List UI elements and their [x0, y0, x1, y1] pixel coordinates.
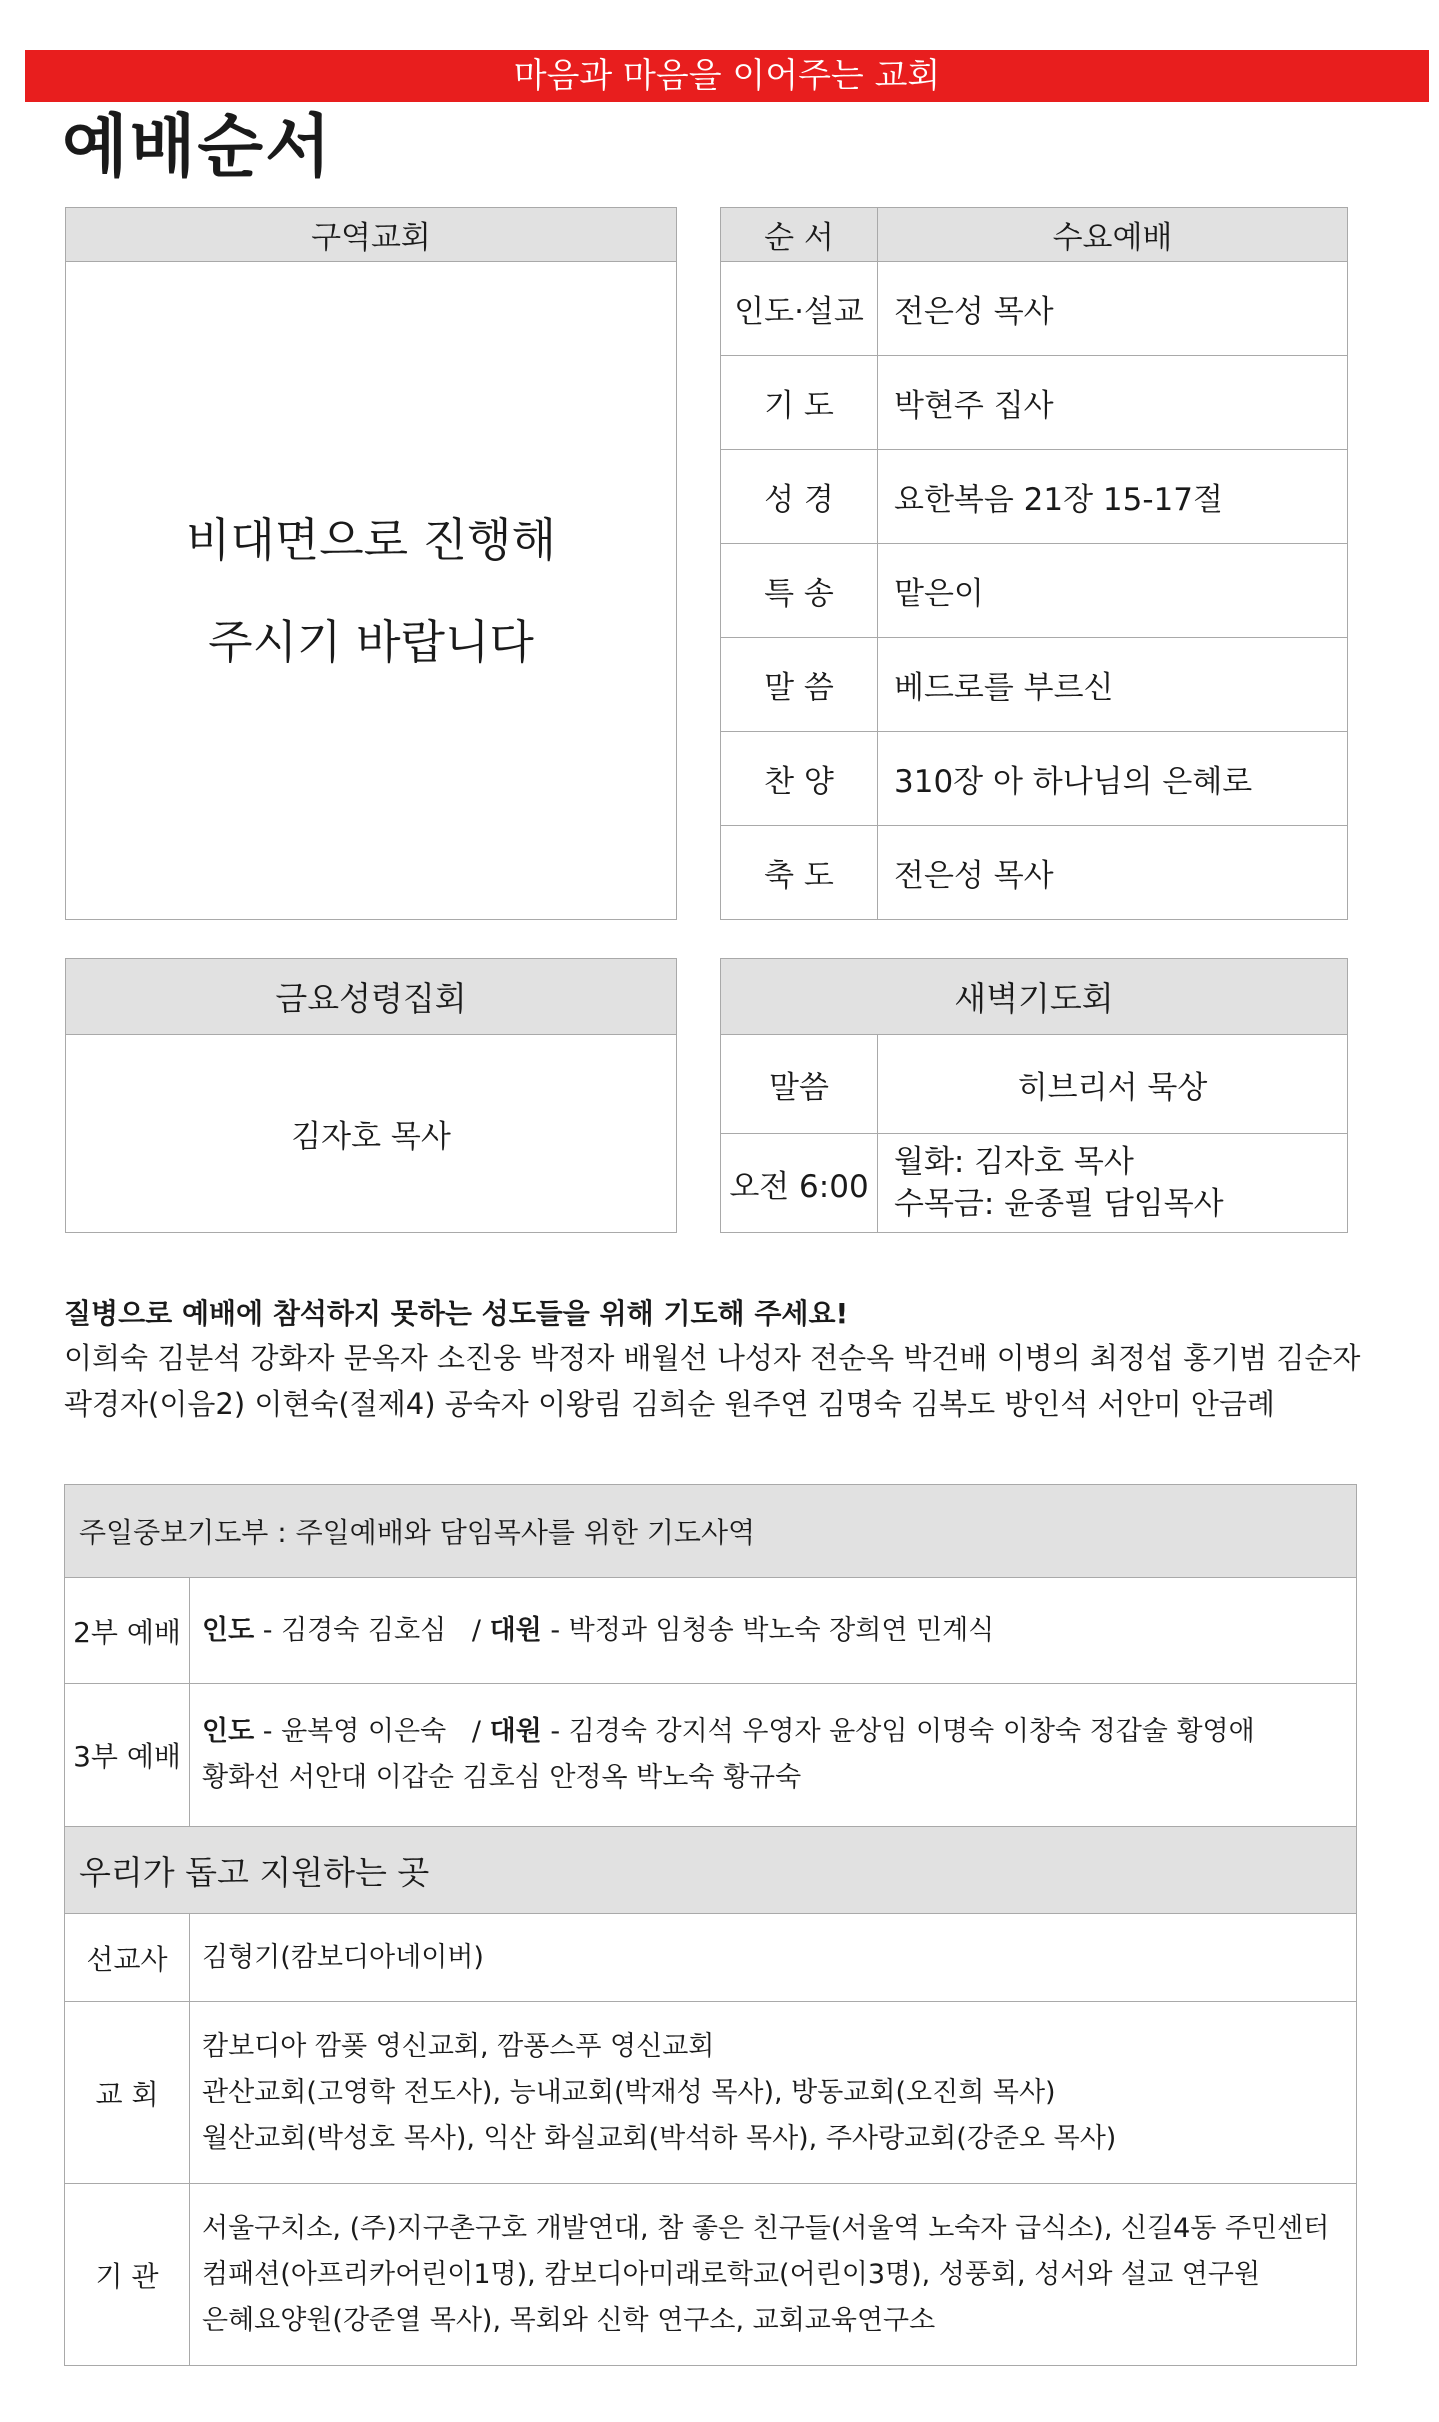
- table-row: [721, 638, 1348, 732]
- row-value: 맡은이: [878, 544, 1348, 638]
- church-list: [190, 2002, 1357, 2184]
- row-value: 인도 - 윤복영 이은숙 / 대원 - 김경숙 강지석 우영자 윤상임 이명숙 이창숙 정갑술 황영애 황화선 서안대 이갑순 김호심 안정옥 박노숙 황규숙: [190, 1684, 1357, 1827]
- team-key: 대원: [489, 1716, 542, 1747]
- row-label: 찬 양: [721, 732, 878, 826]
- table-row: [721, 262, 1348, 356]
- table-row: [721, 356, 1348, 450]
- district-church-body: [66, 262, 677, 920]
- church-label: 교 회: [65, 2002, 190, 2184]
- church-line: 월산교회(박성호 목사), 익산 화실교회(박석하 목사), 주사랑교회(강준오 목사): [202, 2122, 1117, 2154]
- organization-list: [190, 2184, 1357, 2366]
- team-key: 대원: [489, 1614, 542, 1646]
- church-line: 관산교회(고영학 전도사), 능내교회(박재성 목사), 방동교회(오진희 목사): [202, 2076, 1056, 2108]
- row-label: 축 도: [721, 826, 878, 920]
- row-value: 인도 - 김경숙 김호심 / 대원 - 박정과 임청송 박노숙 장희연 민계식: [190, 1578, 1357, 1684]
- dawn-leaders: [878, 1134, 1348, 1233]
- table-row: [65, 1684, 1357, 1827]
- friday-meeting-table: [65, 958, 677, 1233]
- table-row: [721, 544, 1348, 638]
- order-column-header: 순 서: [721, 208, 878, 262]
- team-value: - 김경숙 강지석 우영자 윤상임 이명숙 이창숙 정갑술 황영애: [541, 1716, 1255, 1747]
- friday-meeting-leader: 김자호 목사: [66, 1035, 677, 1233]
- lead-key: 인도: [202, 1614, 255, 1646]
- organization-line: 컴패션(아프리카어린이1명), 캄보디아미래로학교(어린이3명), 성풍회, 성서와 설교 연구원: [202, 2258, 1261, 2290]
- intercession-header: 주일중보기도부 : 주일예배와 담임목사를 위한 기도사역: [65, 1485, 1357, 1578]
- dawn-leader-line1: 월화: 김자호 목사: [894, 1144, 1134, 1180]
- lead-key: 인도: [202, 1716, 255, 1747]
- dawn-prayer-table: [720, 958, 1348, 1233]
- lead-value: - 윤복영 이은숙: [254, 1716, 447, 1747]
- team-value-cont: 황화선 서안대 이갑순 김호심 안정옥 박노숙 황규숙: [202, 1762, 802, 1793]
- church-slogan-banner: 마음과 마음을 이어주는 교회: [25, 50, 1429, 102]
- prayer-names-line2: 곽경자(이음2) 이현숙(절제4) 공숙자 이왕림 김희순 원주연 김명숙 김복도 방인석 서안미 안금례: [64, 1387, 1275, 1421]
- missionary-label: 선교사: [65, 1914, 190, 2002]
- ministry-table: [64, 1484, 1357, 2366]
- row-label: 2부 예배: [65, 1578, 190, 1684]
- row-value: 요한복음 21장 15-17절: [878, 450, 1348, 544]
- organization-label: 기 관: [65, 2184, 190, 2366]
- dawn-word-label: 말씀: [721, 1035, 878, 1134]
- team-value: - 박정과 임청송 박노숙 장희연 민계식: [541, 1614, 995, 1646]
- support-header: 우리가 돕고 지원하는 곳: [65, 1827, 1357, 1914]
- district-notice-line1: 비대면으로 진행해: [185, 512, 557, 567]
- row-label: 말 씀: [721, 638, 878, 732]
- table-row: [65, 2002, 1357, 2184]
- dawn-word-value: 히브리서 묵상: [878, 1035, 1348, 1134]
- table-row: [721, 826, 1348, 920]
- dawn-time-label: 오전 6:00: [721, 1134, 878, 1233]
- church-line: 캄보디아 깜퐂 영신교회, 깜퐁스푸 영신교회: [202, 2030, 715, 2062]
- wednesday-service-table: [720, 207, 1348, 920]
- row-value: 전은성 목사: [878, 826, 1348, 920]
- prayer-names-line1: 이희숙 김분석 강화자 문옥자 소진웅 박정자 배월선 나성자 전순옥 박건배 이병의 최정섭 홍기범 김순자: [64, 1341, 1361, 1375]
- district-notice-line2: 주시기 바랍니다: [208, 614, 534, 669]
- page-title: 예배순서: [62, 108, 333, 187]
- organization-line: 서울구치소, (주)지구촌구호 개발연대, 참 좋은 친구들(서울역 노숙자 급식소), 신길4동 주민센터: [202, 2212, 1330, 2244]
- row-value: 베드로를 부르신: [878, 638, 1348, 732]
- prayer-request-names: [64, 1335, 1364, 1427]
- missionary-value: 김형기(캄보디아네이버): [190, 1914, 1357, 2002]
- row-label: 특 송: [721, 544, 878, 638]
- prayer-request-title: 질병으로 예배에 참석하지 못하는 성도들을 위해 기도해 주세요!: [64, 1297, 849, 1330]
- table-row: [65, 1578, 1357, 1684]
- wednesday-service-header: 수요예배: [878, 208, 1348, 262]
- table-row: [65, 2184, 1357, 2366]
- row-value: 박현주 집사: [878, 356, 1348, 450]
- dawn-leader-line2: 수목금: 윤종필 담임목사: [894, 1186, 1224, 1222]
- row-label: 성 경: [721, 450, 878, 544]
- table-row: [721, 450, 1348, 544]
- lead-value: - 김경숙 김호심: [254, 1614, 447, 1646]
- row-value: 전은성 목사: [878, 262, 1348, 356]
- district-church-table: [65, 207, 677, 920]
- friday-meeting-header: 금요성령집회: [66, 959, 677, 1035]
- district-church-header: 구역교회: [66, 208, 677, 262]
- table-row: [721, 732, 1348, 826]
- row-label: 기 도: [721, 356, 878, 450]
- organization-line: 은혜요양원(강준열 목사), 목회와 신학 연구소, 교회교육연구소: [202, 2304, 936, 2336]
- table-row: [65, 1914, 1357, 2002]
- dawn-prayer-header: 새벽기도회: [721, 959, 1348, 1035]
- row-label: 인도·설교: [721, 262, 878, 356]
- row-value: 310장 아 하나님의 은혜로: [878, 732, 1348, 826]
- row-label: 3부 예배: [65, 1684, 190, 1827]
